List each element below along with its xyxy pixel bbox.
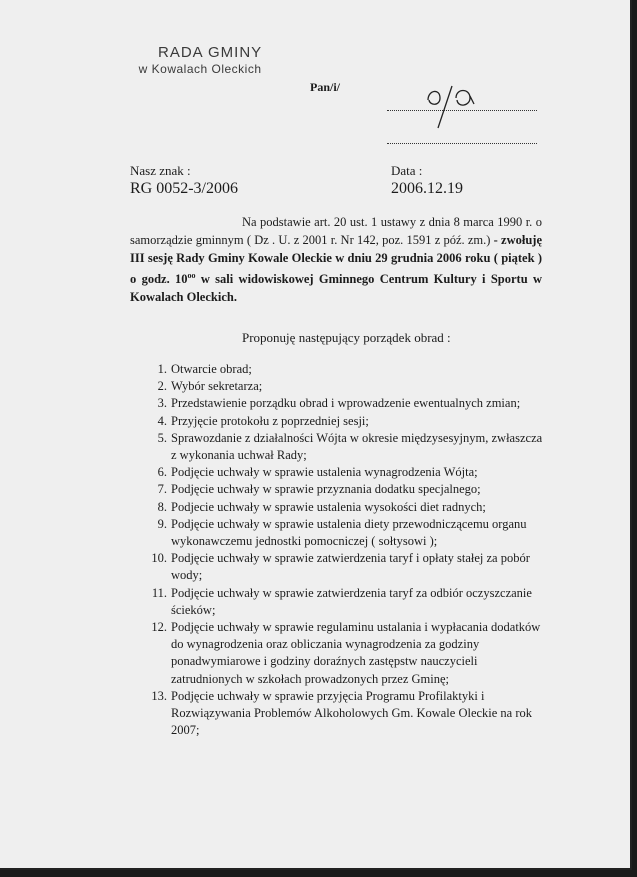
- ref-label: Nasz znak :: [130, 163, 191, 178]
- intro-text: Na podstawie art. 20 ust. 1 ustawy z dnia 8 marca 1990 r. o samorządzie gminnym ( Dz . U. z 2001 r. Nr 142, poz. 1591 z póź. zm.): [130, 215, 542, 247]
- agenda-list: [130, 361, 550, 739]
- agenda-item-text: Podjęcie uchwały w sprawie zatwierdzenia taryf i opłaty stałej za pobór wody;: [171, 551, 530, 583]
- agenda-item: [130, 481, 550, 498]
- agenda-item: [130, 516, 550, 550]
- agenda-item: [130, 413, 550, 430]
- agenda-item-text: Podjęcie uchwały w sprawie przyjęcia Programu Profilaktyki i Rozwiązywania Problemów Alkoholowych Gm. Kowale Oleckie na rok 2007;: [171, 688, 533, 738]
- agenda-item: [130, 395, 550, 412]
- agenda-item: [130, 550, 550, 584]
- agenda-item: [130, 688, 550, 740]
- agenda-item: [130, 378, 550, 395]
- agenda-item: [130, 430, 550, 464]
- agenda-item-number: 8.: [157, 499, 167, 514]
- agenda-item-number: 13.: [151, 688, 167, 703]
- agenda-item-text: Otwarcie obrad;: [171, 362, 252, 376]
- date-value: 2006.12.19: [391, 180, 463, 197]
- agenda-item-number: 12.: [151, 620, 167, 635]
- intro-indent: [130, 215, 242, 229]
- agenda-item: [130, 464, 550, 481]
- agenda-item-number: 3.: [157, 396, 167, 411]
- agenda-item-number: 10.: [151, 551, 167, 566]
- agenda-item-text: Podjecie uchwały w sprawie ustalenia wysokości diet radnych;: [171, 499, 486, 514]
- council-stamp: [138, 44, 262, 76]
- agenda-item-number: 9.: [157, 516, 167, 531]
- addressee-dotline-2: [387, 143, 537, 144]
- agenda-item-number: 11.: [151, 585, 167, 600]
- intro-time-sup: oo: [187, 271, 196, 280]
- agenda-item-text: Podjęcie uchwały w sprawie regulaminu ustalania i wypłacania dodatków do wynagrodzenia oraz obliczania wynagrodzenia za godziny ponadwymiarowe i godziny doraźnych zastępstw nauczycieli zatrudnionych w szkołach prowadzonych przez Gminę;: [171, 620, 541, 686]
- agenda-item-text: Podjęcie uchwały w sprawie ustalenia diety przewodniczącemu organu wykonawczemu jednostki pomocniczej ( sołtysowi );: [171, 516, 527, 549]
- intro-paragraph: [130, 213, 542, 306]
- agenda-item-number: 1.: [157, 362, 167, 376]
- agenda-item-number: 4.: [157, 413, 167, 428]
- handwritten-signature: [420, 80, 480, 130]
- agenda-item-number: 5.: [157, 430, 167, 445]
- agenda-item-text: Podjęcie uchwały w sprawie ustalenia wynagrodzenia Wójta;: [171, 465, 478, 480]
- date-label: Data :: [391, 163, 423, 178]
- agenda-item: [130, 585, 550, 619]
- agenda-item: [130, 361, 550, 378]
- agenda-item-number: 2.: [157, 379, 167, 394]
- agenda-item-number: 6.: [157, 465, 167, 480]
- agenda-item-text: Przyjęcie protokołu z poprzedniej sesji;: [171, 413, 369, 428]
- stamp-line-1: RADA GMINY: [158, 44, 263, 61]
- agenda-item: [130, 499, 550, 516]
- intro-convocation: - zwołuję III sesję Rady Gminy Kowale Oleckie w dniu 29 grudnia 2006 roku ( piątek ) o godz. 10: [130, 233, 543, 287]
- addressee-label: Pan/i/: [310, 80, 341, 94]
- agenda-item-text: Wybór sekretarza;: [171, 379, 263, 394]
- agenda-item-text: Przedstawienie porządku obrad i wprowadzenie ewentualnych zmian;: [171, 396, 521, 411]
- agenda-item-text: Podjęcie uchwały w sprawie przyznania dodatku specjalnego;: [171, 482, 481, 497]
- agenda-item: [130, 619, 550, 688]
- intro-venue: w sali widowiskowej Gminnego Centrum Kultury i Sportu w Kowalach Oleckich.: [130, 272, 542, 305]
- agenda-heading: Proponuję następujący porządek obrad :: [242, 330, 451, 345]
- ref-value: RG 0052-3/2006: [130, 180, 238, 197]
- agenda-item-text: Sprawozdanie z działalności Wójta w okresie międzysesyjnym, zwłaszcza z wykonania uchwał Rady;: [171, 430, 543, 463]
- stamp-line-2: w Kowalach Oleckich: [138, 62, 262, 76]
- agenda-item-number: 7.: [157, 482, 167, 497]
- agenda-item-text: Podjęcie uchwały w sprawie zatwierdzenia taryf za odbiór oczyszczanie ścieków;: [171, 585, 532, 617]
